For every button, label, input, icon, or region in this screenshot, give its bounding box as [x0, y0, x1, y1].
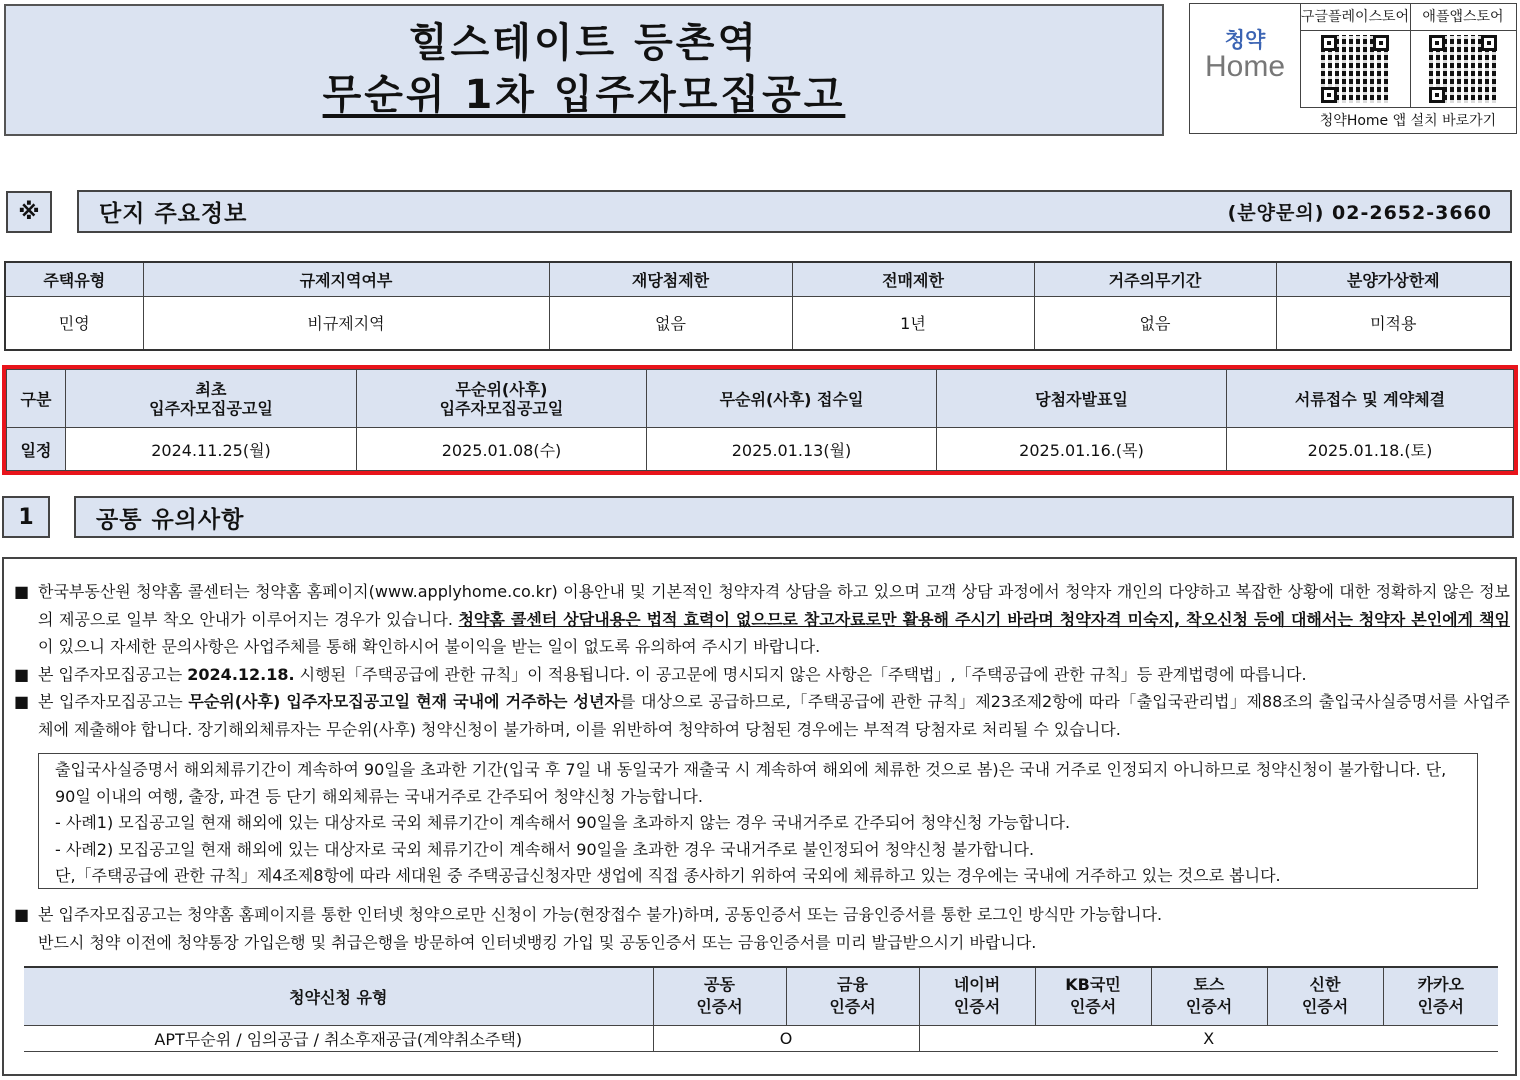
cert-header-naver-l2: 인증서	[953, 997, 1001, 1017]
info-value-resale-limit: 1년	[792, 296, 1034, 350]
cert-header-toss-l2: 인증서	[1185, 997, 1233, 1017]
cert-row-unavailable: X	[919, 1025, 1498, 1052]
cert-row-type: APT무순위 / 임의공급 / 취소후재공급(계약취소주택)	[24, 1025, 653, 1052]
logo-top-text: 청약	[1224, 27, 1266, 52]
schedule-date-contract: 2025.01.18.(토)	[1227, 428, 1514, 471]
note-line-4: 단,「주택공급에 관한 규칙」제4조제8항에 따라 세대원 중 주택공급신청자만 생업에 직접 종사하기 위하여 국외에 체류하고 있는 경우에는 국내에 거주하고 있는 것으로 봅니다.	[55, 866, 1281, 885]
p2-date: 2024.12.18.	[187, 664, 295, 684]
google-play-qr-icon[interactable]	[1321, 35, 1389, 103]
cert-header-shinhan-l2: 인증서	[1301, 997, 1349, 1017]
inquiry-phone: (분양문의) 02-2652-3660	[1227, 202, 1492, 224]
info-header-regulated-area: 규제지역여부	[143, 262, 549, 296]
info-value-rewin-limit: 없음	[549, 296, 792, 350]
schedule-row-label-category: 구분	[7, 370, 66, 428]
p1-emphasis: 청약홈 콜센터 상담내용은 법적 효력이 없으므로 참고자료로만 활용해 주시기 바라며 청약자격 미숙지, 착오신청 등에 대해서는 청약자 본인에게 책임	[458, 609, 1511, 629]
p3-emphasis: 무순위(사후) 입주자모집공고일 현재 국내에 거주하는 성년자	[188, 692, 620, 711]
schedule-header-nonrank	[357, 370, 647, 428]
note-line-2: - 사례1) 모집공고일 현재 해외에 있는 대상자로 국외 체류기간이 계속해서 90일을 초과하지 않는 경우 국내거주로 간주되어 청약신청 가능합니다.	[55, 813, 1071, 832]
info-header-housing-type: 주택유형	[5, 262, 143, 296]
applyhome-logo	[1190, 4, 1301, 107]
cert-header-naver	[919, 967, 1035, 1025]
info-header-rewin-limit: 재당첨제한	[549, 262, 792, 296]
cert-header-joint-l2: 인증서	[696, 997, 743, 1017]
google-play-qr-column[interactable]	[1300, 4, 1411, 107]
section-header-common-notes	[74, 496, 1514, 538]
app-store-label: 애플앱스토어	[1410, 4, 1516, 31]
page-title-line2: 무순위 1차 입주자모집공고	[322, 72, 846, 118]
cert-header-kb	[1035, 967, 1151, 1025]
notice-body	[14, 578, 1510, 743]
notice-paragraph-callcenter	[14, 578, 1510, 661]
info-header-residence-period: 거주의무기간	[1034, 262, 1276, 296]
app-store-qr-icon[interactable]	[1429, 35, 1497, 103]
cert-header-kb-l1: KB국민	[1065, 975, 1121, 995]
schedule-header-initial-l1: 최초	[195, 379, 227, 399]
note-line-3: - 사례2) 모집공고일 현재 해외에 있는 대상자로 국외 체류기간이 계속해서 90일을 초과한 경우 국내거주로 불인정되어 청약신청 불가합니다.	[55, 839, 1035, 859]
section-number: 1	[2, 496, 50, 538]
info-header-price-cap: 분양가상한제	[1276, 262, 1511, 296]
p1-text-c: 이 있으니 자세한 문의사항은 사업주체를 통해 확인하시어 불이익을 받는 일이 없도록 유의하여 주시기 바랍니다.	[38, 637, 821, 656]
notice-paragraph-rules	[14, 661, 1510, 689]
cert-header-finance	[786, 967, 919, 1025]
google-play-label: 구글플레이스토어	[1300, 4, 1410, 31]
schedule-header-contract: 서류접수 및 계약체결	[1227, 370, 1514, 428]
note-line-1: 출입국사실증명서 해외체류기간이 계속하여 90일을 초과한 기간(입국 후 7일 내 동일국가 재출국 시 계속하여 해외에 체류한 것으로 봄)은 국내 거주로 인정되지 아니하므로 청약신청이 불가합니다. 단, 90일 이내의 여행, 출장, 파견 등 단기 해외체류는 국내거주로 간주되어 청약신청 가능합니다.	[55, 760, 1447, 806]
cert-header-kakao	[1383, 967, 1498, 1025]
cert-row-available: O	[653, 1025, 919, 1052]
cert-header-shinhan-l1: 신한	[1309, 975, 1341, 995]
schedule-header-nonrank-l1: 무순위(사후)	[455, 379, 548, 399]
complex-info-table	[4, 261, 1512, 351]
cert-header-finance-l1: 금융	[837, 975, 868, 995]
cert-header-shinhan	[1267, 967, 1383, 1025]
cert-header-finance-l2: 인증서	[829, 997, 876, 1017]
section-header-main	[77, 190, 1512, 233]
cert-header-joint-l1: 공동	[704, 975, 735, 995]
schedule-date-reception: 2025.01.13(월)	[647, 428, 937, 471]
schedule-header-initial	[66, 370, 357, 428]
info-header-resale-limit: 전매제한	[792, 262, 1034, 296]
cert-header-naver-l1: 네이버	[953, 975, 1001, 995]
notice-paragraph-internet-l2: 반드시 청약 이전에 청약통장 가입은행 및 취급은행을 방문하여 인터넷뱅킹 가입 및 공동인증서 또는 금융인증서를 미리 발급받으시기 바랍니다.	[38, 932, 1037, 952]
p2-text-c: 시행된「주택공급에 관한 규칙」이 적용됩니다. 이 공고문에 명시되지 않은 사항은「주택법」,「주택공급에 관한 규칙」등 관계법령에 따릅니다.	[294, 664, 1307, 684]
cert-header-joint	[653, 967, 786, 1025]
schedule-table	[6, 369, 1514, 471]
info-value-housing-type: 민영	[5, 296, 143, 350]
page-title-line1: 힐스테이트 등촌역	[408, 20, 760, 66]
cert-header-toss	[1151, 967, 1267, 1025]
info-value-price-cap: 미적용	[1276, 296, 1511, 350]
p2-text-a: 본 입주자모집공고는	[38, 664, 188, 684]
cert-header-kb-l2: 인증서	[1069, 997, 1117, 1017]
notice-paragraph-residence	[14, 688, 1510, 743]
overseas-stay-note-box	[38, 753, 1478, 889]
logo-bottom-text: Home	[1204, 49, 1286, 83]
section-marker: ※	[6, 191, 52, 233]
schedule-highlight-frame	[2, 365, 1518, 475]
section-1-title: 공통 유의사항	[96, 506, 245, 533]
schedule-header-announcement: 당첨자발표일	[937, 370, 1227, 428]
notice-title-box	[4, 4, 1164, 136]
app-install-box	[1189, 3, 1517, 134]
schedule-date-initial: 2024.11.25(월)	[66, 428, 357, 471]
cert-header-kakao-l1: 카카오	[1417, 975, 1464, 995]
schedule-header-nonrank-l2: 입주자모집공고일	[439, 398, 564, 418]
info-value-residence-period: 없음	[1034, 296, 1276, 350]
schedule-row-label-date: 일정	[7, 428, 66, 471]
p3-text-c: 를 대상으로 공급하므로,「주택공급에 관한 규칙」제23조제2항에 따라「출입국관리법」제88조의 출입국사실증명서를 사업주체에 제출해야 합니다. 장기해외체류자는 무순위(사후) 청약신청이 불가하며, 이를 위반하여 청약하여 당첨된 경우에는 부적격 당첨자로 처리될 수 있습니다.	[38, 692, 1510, 739]
p1-text-a: 한국부동산원 청약홈 콜센터는 청약홈 홈페이지(www.applyhome.co.kr) 이용안내 및 기본적인 청약자격 상담을 하고 있으며 고객 상담 과정에서 청약자 개인의 다양하고 복잡한 상황에 대한 정확하지 않은 정보의 제공으로 일부 착오 안내가 이루어지는 경우가 있습니다.	[38, 582, 1510, 629]
schedule-header-initial-l2: 입주자모집공고일	[149, 398, 273, 418]
certificate-table	[24, 966, 1498, 1052]
info-value-regulated-area: 비규제지역	[143, 296, 549, 350]
cert-header-toss-l1: 토스	[1193, 975, 1225, 995]
schedule-date-announcement: 2025.01.16.(목)	[937, 428, 1227, 471]
app-store-qr-column[interactable]	[1410, 4, 1516, 107]
schedule-date-nonrank: 2025.01.08(수)	[357, 428, 647, 471]
notice-paragraph-internet-l1: ■ 본 입주자모집공고는 청약홈 홈페이지를 통한 인터넷 청약으로만 신청이 가능(현장접수 불가)하며, 공동인증서 또는 금융인증서를 통한 로그인 방식만 가능합니다.	[14, 901, 1510, 929]
cert-header-type: 청약신청 유형	[24, 967, 653, 1025]
app-install-link[interactable]: 청약Home 앱 설치 바로가기	[1300, 107, 1516, 135]
schedule-header-reception: 무순위(사후) 접수일	[647, 370, 937, 428]
notice-internet-paragraph	[14, 901, 1510, 956]
cert-header-kakao-l2: 인증서	[1417, 997, 1464, 1017]
p3-text-a: 본 입주자모집공고는	[38, 692, 189, 711]
section-title: 단지 주요정보	[99, 201, 248, 227]
